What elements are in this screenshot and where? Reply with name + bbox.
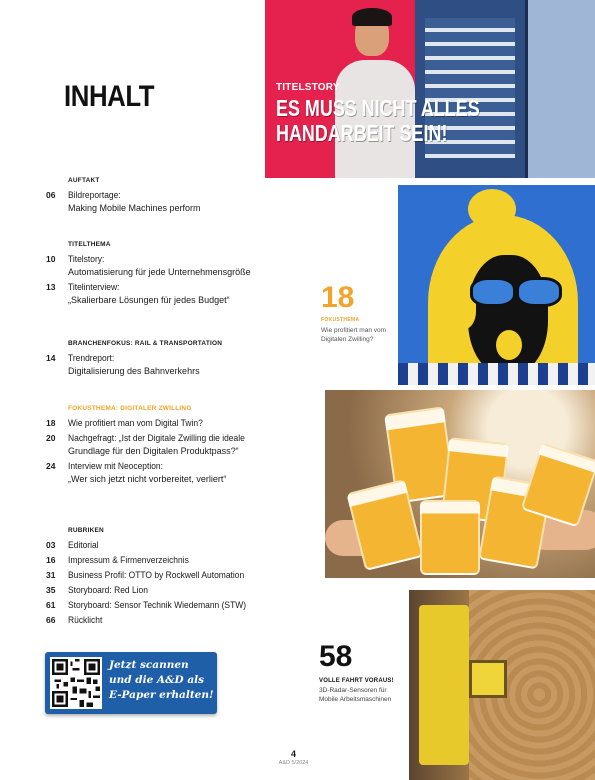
- page-number: 61: [46, 600, 56, 610]
- folio-issue: A&D 5/2024: [278, 760, 309, 766]
- page-number: 31: [46, 570, 56, 580]
- epaper-qr-banner[interactable]: [45, 652, 217, 714]
- page-number: 18: [46, 418, 56, 428]
- page-number: 03: [46, 540, 56, 550]
- engineer-figure: [335, 4, 415, 178]
- teaser-description: Wie profitiert man vom Digitalen Zwilling?: [321, 327, 387, 343]
- page-number: 13: [46, 282, 56, 292]
- page-number: 35: [46, 585, 56, 595]
- section-heading: RUBRIKEN: [68, 527, 104, 534]
- toc-entry[interactable]: 06 Bildreportage:: [46, 190, 121, 200]
- section-heading: AUFTAKT: [68, 177, 100, 184]
- section-heading: BRANCHENFOKUS: RAIL & TRANSPORTATION: [68, 340, 223, 347]
- toc-entry[interactable]: 66 Rücklicht: [46, 615, 103, 625]
- page-number: 10: [46, 254, 56, 264]
- toc-entry[interactable]: 31 Business Profil: OTTO by Rockwell Automation: [46, 570, 245, 580]
- folio-page-number: 4: [290, 749, 296, 759]
- toc-entry[interactable]: 10 Titelstory:: [46, 254, 105, 264]
- page-number: 20: [46, 433, 56, 443]
- digital-twin-image[interactable]: [398, 185, 595, 385]
- cabinet-door: [525, 0, 595, 178]
- toc-section-rubriken: [46, 527, 296, 627]
- page-number: 16: [46, 555, 56, 565]
- toc-entry[interactable]: 14 Trendreport:: [46, 353, 115, 363]
- beer-toast-image[interactable]: [325, 390, 595, 578]
- toc-section-auftakt: AUFTAKT 06 Bildreportage: Making Mobile Machines perform: [46, 177, 296, 215]
- qr-banner-text: Jetzt scannen und die A&D als E-Paper erhalten!: [109, 659, 214, 701]
- page-folio: [0, 749, 595, 766]
- toc-entry[interactable]: 35 Storyboard: Red Lion: [46, 585, 148, 595]
- qr-code-icon[interactable]: [50, 657, 102, 709]
- section-heading: FOKUSTHEMA: DIGITALER ZWILLING: [68, 405, 192, 412]
- page-number: 66: [46, 615, 56, 625]
- toc-section-fokusthema: FOKUSTHEMA: DIGITALER ZWILLING 18 Wie profitiert man vom Digital Twin? 20 Nachgefragt: „Ist der Digitale Zwilling die ideale Grundlage für den Digitalen Produktpass?“ 24 Interview mit Neoception: „Wer sich jetzt nicht vorbereitet, verliert“: [46, 405, 296, 486]
- hero-image[interactable]: [265, 0, 595, 178]
- section-heading: TITELTHEMA: [68, 241, 111, 248]
- page-title: INHALT: [64, 80, 155, 113]
- page-number: 14: [46, 353, 56, 363]
- toc-entry[interactable]: 03 Editorial: [46, 540, 99, 550]
- teaser-18[interactable]: [321, 283, 401, 344]
- hero-kicker: TITELSTORY: [276, 82, 340, 93]
- teaser-label: VOLLE FAHRT VORAUS!: [319, 678, 394, 684]
- teaser-page-number: 58: [319, 640, 353, 673]
- page-number: 06: [46, 190, 56, 200]
- teaser-description: 3D-Radar-Sensoren für Mobile Arbeitsmaschinen: [319, 687, 392, 703]
- toc-entry[interactable]: 61 Storyboard: Sensor Technik Wiedemann (STW): [46, 600, 247, 610]
- toc-section-titelthema: TITELTHEMA 10 Titelstory: Automatisierung für jede Unternehmensgröße 13 Titelinterview: „Skalierbare Lösungen für jedes Budget“: [46, 241, 296, 307]
- page-number: 24: [46, 461, 56, 471]
- toc-entry[interactable]: 20 Nachgefragt: „Ist der Digitale Zwilling die ideale: [46, 433, 245, 443]
- hero-headline: ES MUSS NICHT ALLES HANDARBEIT SEIN!: [276, 95, 480, 146]
- teaser-label: FOKUSTHEMA: [321, 317, 360, 323]
- toc-entry[interactable]: 18 Wie profitiert man vom Digital Twin?: [46, 418, 203, 428]
- toc-section-branchenfokus: BRANCHENFOKUS: RAIL & TRANSPORTATION 14 Trendreport: Digitalisierung des Bahnverkehrs: [46, 340, 296, 378]
- toc-entry[interactable]: 24 Interview mit Neoception:: [46, 461, 163, 471]
- teaser-page-number: 18: [321, 281, 355, 314]
- teaser-58[interactable]: [319, 642, 409, 704]
- toc-entry[interactable]: 13 Titelinterview:: [46, 282, 120, 292]
- toc-entry[interactable]: 16 Impressum & Firmenverzeichnis: [46, 555, 189, 565]
